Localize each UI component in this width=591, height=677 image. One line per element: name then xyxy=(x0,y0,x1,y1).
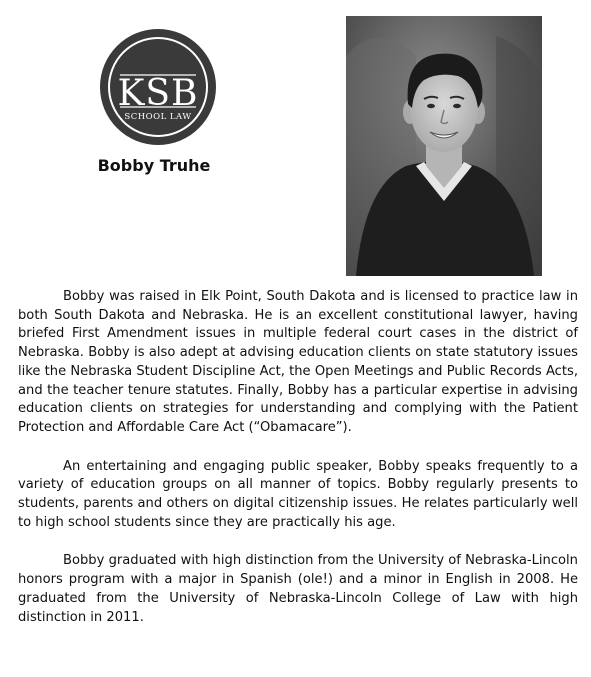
logo-subtitle: SCHOOL LAW xyxy=(124,112,192,122)
logo-letters: KSB xyxy=(117,73,199,114)
bio-paragraph: Bobby was raised in Elk Point, South Dakota and is licensed to practice law in both South Dakota and Nebraska. He is an excellent constitutional lawyer, having briefed First Amendment issues in multiple federal court cases in the district of Nebraska. Bobby is also adept at advising education clients on state statutory issues like the Nebraska Student Discipline Act, the Open Meetings and Public Records Acts, and the teacher tenure statutes. Finally, Bobby has a particular expertise in advising education clients on strategies for understanding and complying with the Patient Protection and Affordable Care Act (“Obamacare”). xyxy=(18,289,578,435)
ksb-school-law-logo xyxy=(98,27,218,147)
bio-paragraph: Bobby graduated with high distinction from the University of Nebraska-Lincoln honors program with a major in Spanish (ole!) and a minor in English in 2008. He graduated from the University of Nebraska-Lincoln College of Law with high distinction in 2011. xyxy=(18,553,578,625)
bio-paragraph: An entertaining and engaging public speaker, Bobby speaks frequently to a variety of education groups on all manner of topics. Bobby regularly presents to students, parents and others on digital citizenship issues. He relates particularly well to high school students since they are practically his age. xyxy=(18,458,578,530)
biography xyxy=(18,288,578,647)
portrait-illustration xyxy=(346,16,542,276)
portrait-photo xyxy=(346,16,542,276)
profile-name: Bobby Truhe xyxy=(97,156,211,175)
